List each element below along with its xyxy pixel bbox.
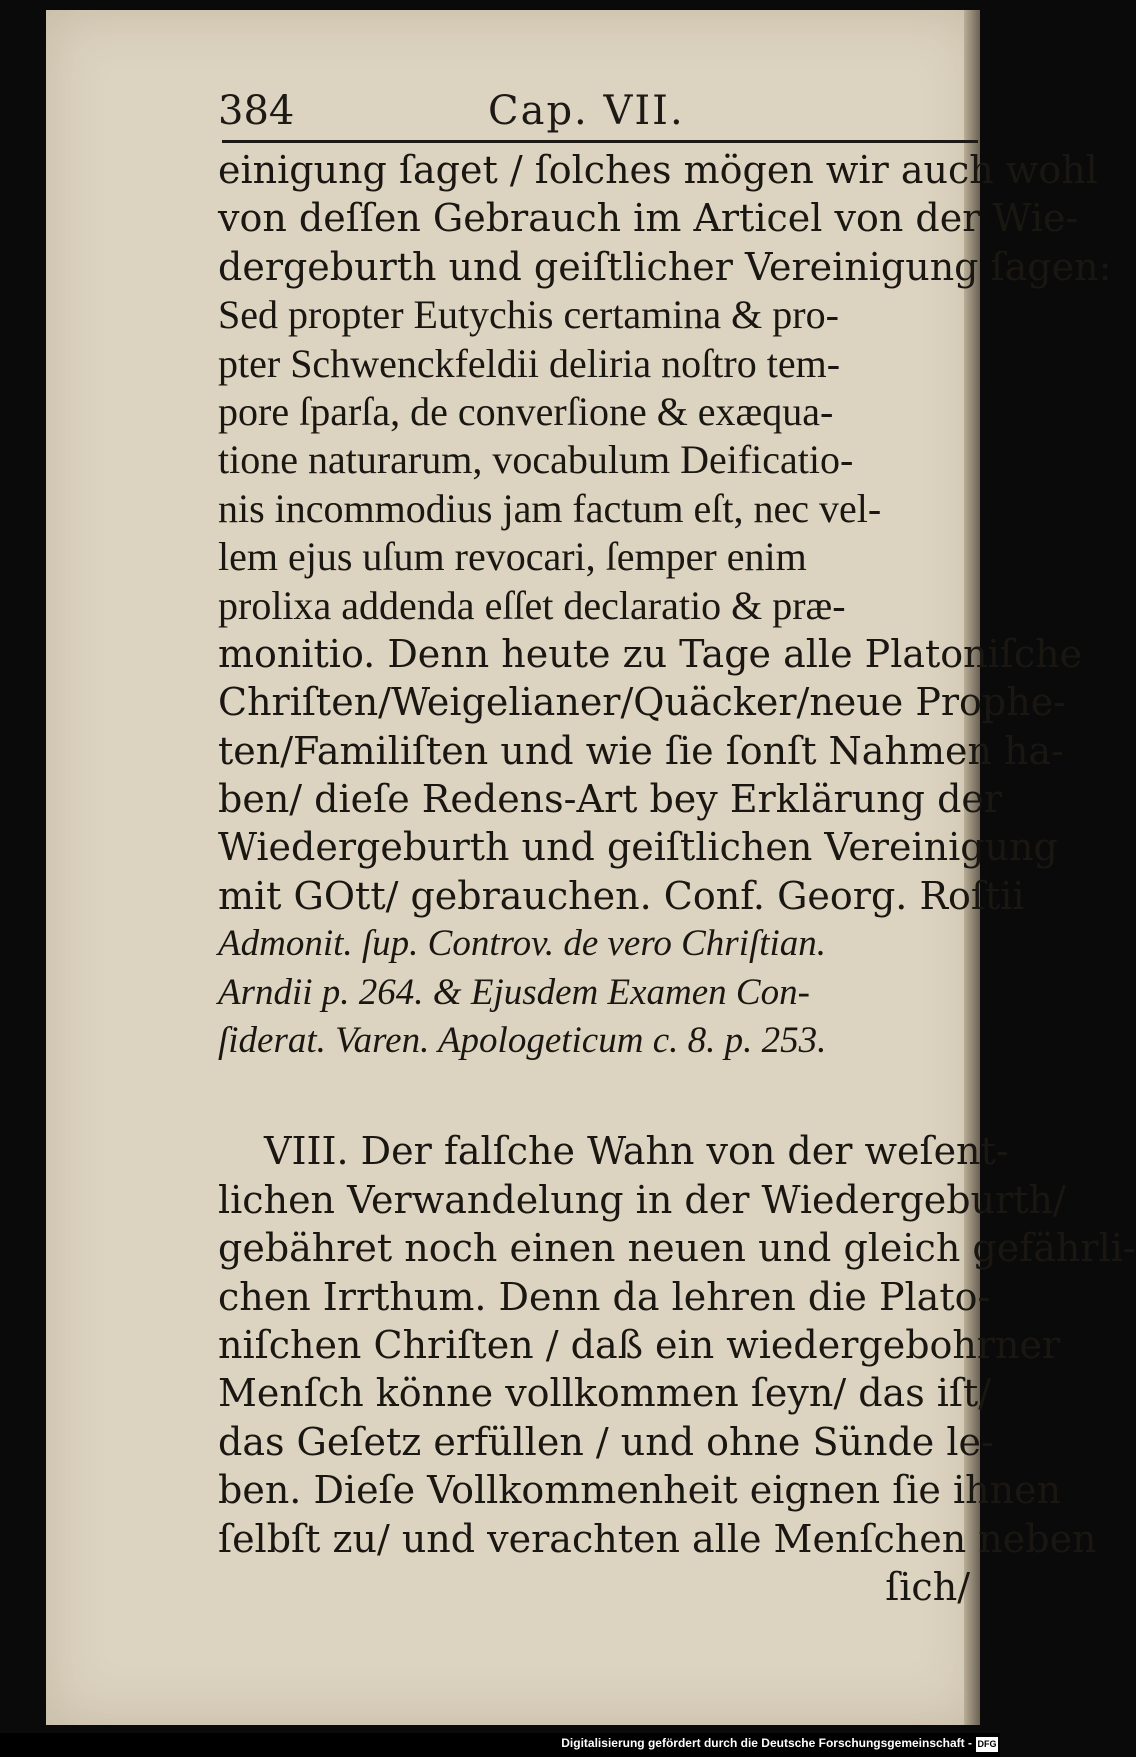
text-line: niſchen Chriſten / daß ein wiedergebohrner <box>218 1322 1061 1367</box>
text-line: monitio. Denn heute zu Tage alle Platoniſche <box>218 631 1083 676</box>
citation-line: ſiderat. Varen. Apologeticum c. 8. p. 253. <box>218 1020 827 1062</box>
text-line: gebähret noch einen neuen und gleich gefährli- <box>218 1226 1136 1271</box>
chapter-heading: Cap. VII. <box>488 88 685 134</box>
citation-line: Arndii p. 264. & Ejusdem Examen Con- <box>218 971 810 1013</box>
citation-line: Admonit. ſup. Controv. de vero Chriſtian. <box>218 923 827 965</box>
paragraph-gap <box>218 1065 978 1127</box>
paragraph-start-line: VIII. Der falſche Wahn von der weſent- <box>264 1129 1009 1174</box>
text-line: ten/Familiſten und wie ſie ſonſt Nahmen ha- <box>218 728 1064 773</box>
text-line: Wiedergeburth und geiſtlichen Vereinigung <box>218 825 1058 870</box>
body-text <box>218 146 1136 1611</box>
text-line: tione naturarum, vocabulum Deificatio- <box>218 437 854 483</box>
text-line: lichen Verwandelung in der Wiedergeburth/ <box>218 1177 1066 1222</box>
text-line: lem ejus uſum revocari, ſemper enim <box>218 534 807 580</box>
text-line: dergeburth und geiſtlicher Vereinigung ſagen: <box>218 244 1112 289</box>
text-line: pore ſparſa, de converſione & exæqua- <box>218 388 834 434</box>
text-line: Chriſten/Weigelianer/Quäcker/neue Prophe- <box>218 680 1067 725</box>
text-line: einigung ſaget / ſolches mögen wir auch wohl <box>218 148 1098 192</box>
text-line: ben. Dieſe Vollkommenheit eignen ſie ihnen <box>218 1468 1062 1513</box>
text-line: von deſſen Gebrauch im Articel von der Wie- <box>218 196 1079 241</box>
running-head <box>218 88 978 144</box>
digitization-footer <box>0 1733 1000 1757</box>
text-line: ben/ dieſe Redens-Art bey Erklärung der <box>218 777 1003 822</box>
dfg-logo: DFG <box>976 1737 998 1752</box>
page-number: 384 <box>218 88 295 134</box>
text-line: prolixa addenda eſſet declaratio & præ- <box>218 582 846 628</box>
text-line: chen Irrthum. Denn da lehren die Plato- <box>218 1274 991 1319</box>
text-line: ſelbſt zu/ und verachten alle Menſchen neben <box>218 1516 1097 1561</box>
text-line: nis incommodius jam factum eſt, nec vel- <box>218 485 882 531</box>
text-line: mit GOtt/ gebrauchen. Conf. Georg. Roſtii <box>218 873 1025 918</box>
text-line: Sed propter Eutychis certamina & pro- <box>218 292 839 338</box>
text-line: das Geſetz erfüllen / und ohne Sünde le- <box>218 1419 994 1464</box>
header-rule <box>222 140 978 143</box>
footer-credit: Digitalisierung gefördert durch die Deutsche Forschungsgemeinschaft - <box>561 1736 972 1750</box>
text-line: Menſch könne vollkommen ſeyn/ das iſt/ <box>218 1371 992 1416</box>
text-line: pter Schwenckfeldii deliria noſtro tem- <box>218 340 841 386</box>
catchword: ſich/ <box>885 1564 970 1609</box>
